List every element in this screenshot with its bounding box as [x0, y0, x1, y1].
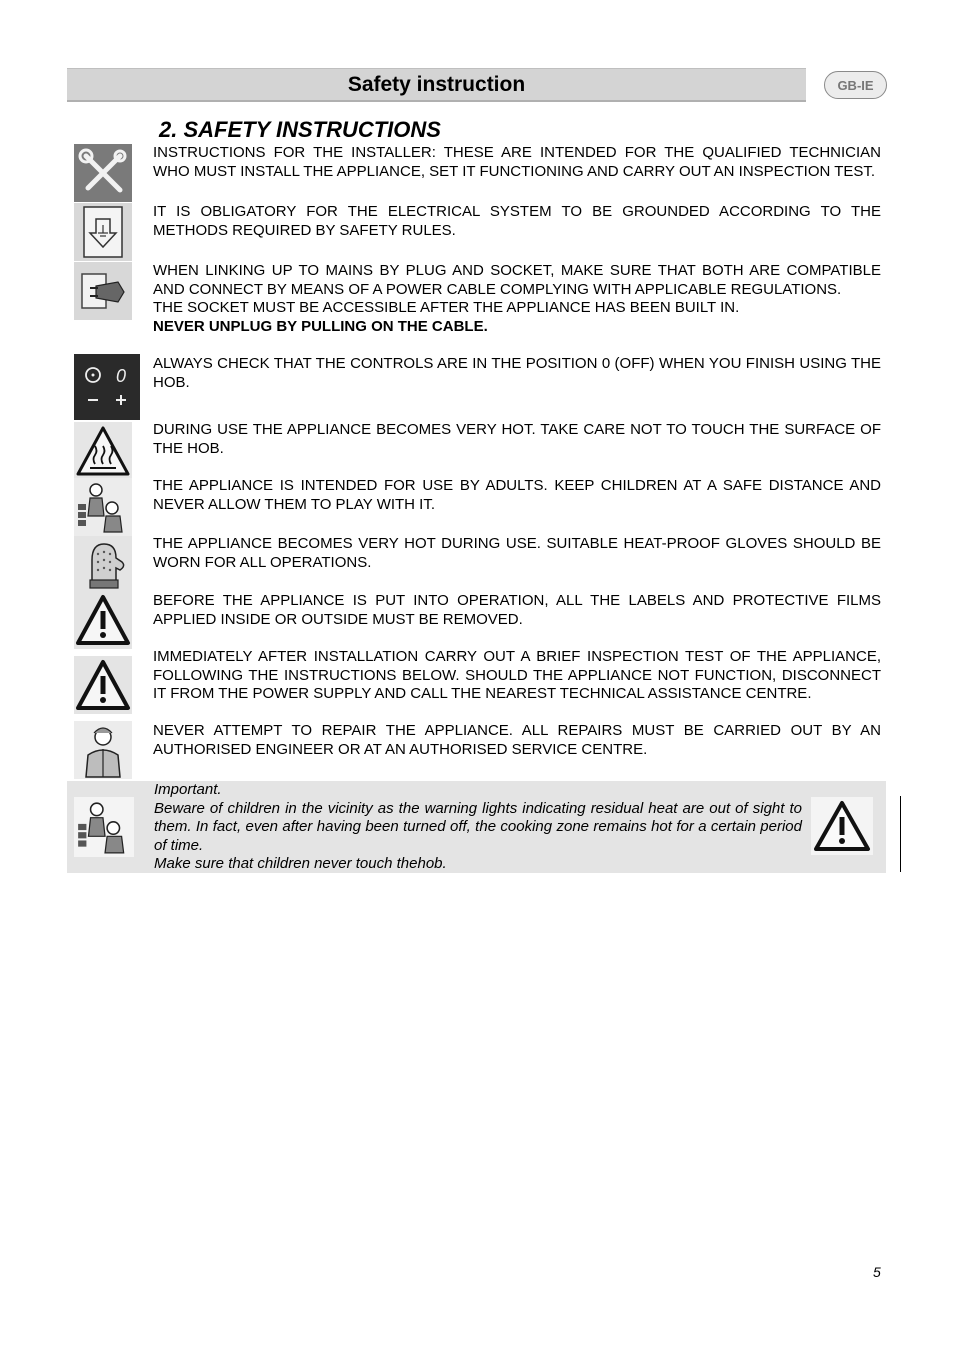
tools-icon	[74, 144, 132, 202]
paragraph-text: DURING USE THE APPLIANCE BECOMES VERY HOT. TAKE CARE NOT TO TOUCH THE SURFACE OF THE HOB.	[153, 421, 881, 457]
page-title: Safety instruction	[347, 72, 526, 96]
instruction-grounding	[153, 203, 881, 240]
important-paragraph: Make sure that children never touch thehob.	[154, 855, 447, 872]
important-heading: Important.	[154, 781, 222, 798]
children-icon	[74, 478, 132, 536]
plug-icon	[74, 262, 132, 320]
instruction-gloves	[153, 535, 881, 572]
paragraph-text: BEFORE THE APPLIANCE IS PUT INTO OPERATION, ALL THE LABELS AND PROTECTIVE FILMS APPLIED INSIDE OR OUTSIDE MUST BE REMOVED.	[153, 592, 881, 628]
ground-icon	[74, 203, 132, 261]
important-note-box	[67, 781, 886, 873]
instruction-labels-films	[153, 592, 881, 629]
instruction-controls	[153, 355, 881, 392]
paragraph-text: THE APPLIANCE IS INTENDED FOR USE BY ADULTS. KEEP CHILDREN AT A SAFE DISTANCE AND NEVER ALLOW THEM TO PLAY WITH IT.	[153, 477, 881, 513]
important-text	[154, 781, 802, 874]
paragraph-text: NEVER ATTEMPT TO REPAIR THE APPLIANCE. ALL REPAIRS MUST BE CARRIED OUT BY AN AUTHORISED ENGINEER OR AT AN AUTHORISED SERVICE CENTRE.	[153, 722, 881, 758]
paragraph-text: THE SOCKET MUST BE ACCESSIBLE AFTER THE APPLIANCE HAS BEEN BUILT IN.	[153, 299, 740, 316]
instruction-children	[153, 477, 881, 514]
children-icon	[74, 797, 134, 857]
warning-icon	[811, 797, 873, 855]
paragraph-text: THE APPLIANCE BECOMES VERY HOT DURING USE. SUITABLE HEAT-PROOF GLOVES SHOULD BE WORN FOR ALL OPERATIONS.	[153, 535, 881, 571]
paragraph-text: INSTRUCTIONS FOR THE INSTALLER: THESE ARE INTENDED FOR THE QUALIFIED TECHNICIAN WHO MUST INSTALL THE APPLIANCE, SET IT FUNCTIONING AND CARRY OUT AN INSPECTION TEST.	[153, 144, 881, 180]
warning-icon	[74, 656, 132, 714]
paragraph-text: WHEN LINKING UP TO MAINS BY PLUG AND SOCKET, MAKE SURE THAT BOTH ARE COMPATIBLE AND CONNECT BY MEANS OF A POWER CABLE COMPLYING WITH APPLICABLE REGULATIONS.	[153, 262, 881, 298]
instruction-plug-socket	[153, 262, 881, 336]
instruction-repairs	[153, 722, 881, 759]
hot-surface-icon	[74, 422, 132, 480]
controls-icon	[74, 354, 140, 420]
technician-icon	[74, 721, 132, 779]
header-bar	[67, 68, 806, 102]
paragraph-text: ALWAYS CHECK THAT THE CONTROLS ARE IN THE POSITION 0 (OFF) WHEN YOU FINISH USING THE HOB.	[153, 355, 881, 391]
warning-icon	[74, 591, 132, 649]
controls-digit: 0	[116, 366, 127, 386]
section-title: 2. SAFETY INSTRUCTIONS	[159, 117, 441, 142]
glove-icon	[74, 536, 132, 594]
language-badge: GB-IE	[824, 71, 887, 99]
margin-revision-line	[900, 796, 901, 872]
page-number: 5	[873, 1264, 881, 1280]
paragraph-text: IMMEDIATELY AFTER INSTALLATION CARRY OUT A BRIEF INSPECTION TEST OF THE APPLIANCE, FOLLOWING THE INSTRUCTIONS BELOW. SHOULD THE APPLIANCE NOT FUNCTION, DISCONNECT IT FROM THE POWER SUPPLY AND CALL THE NEAREST TECHNICAL ASSISTANCE CENTRE.	[153, 648, 881, 702]
instruction-inspection-test	[153, 648, 881, 704]
important-paragraph: Beware of children in the vicinity as the warning lights indicating residual heat are out of sight to them. In fact, even after having been turned off, the cooking zone remains hot for a certain period of time.	[154, 799, 802, 854]
instruction-hot-surface	[153, 421, 881, 458]
instruction-installer	[153, 144, 881, 181]
paragraph-text: IT IS OBLIGATORY FOR THE ELECTRICAL SYSTEM TO BE GROUNDED ACCORDING TO THE METHODS REQUIRED BY SAFETY RULES.	[153, 203, 881, 239]
bold-warning-text: NEVER UNPLUG BY PULLING ON THE CABLE.	[153, 317, 488, 335]
